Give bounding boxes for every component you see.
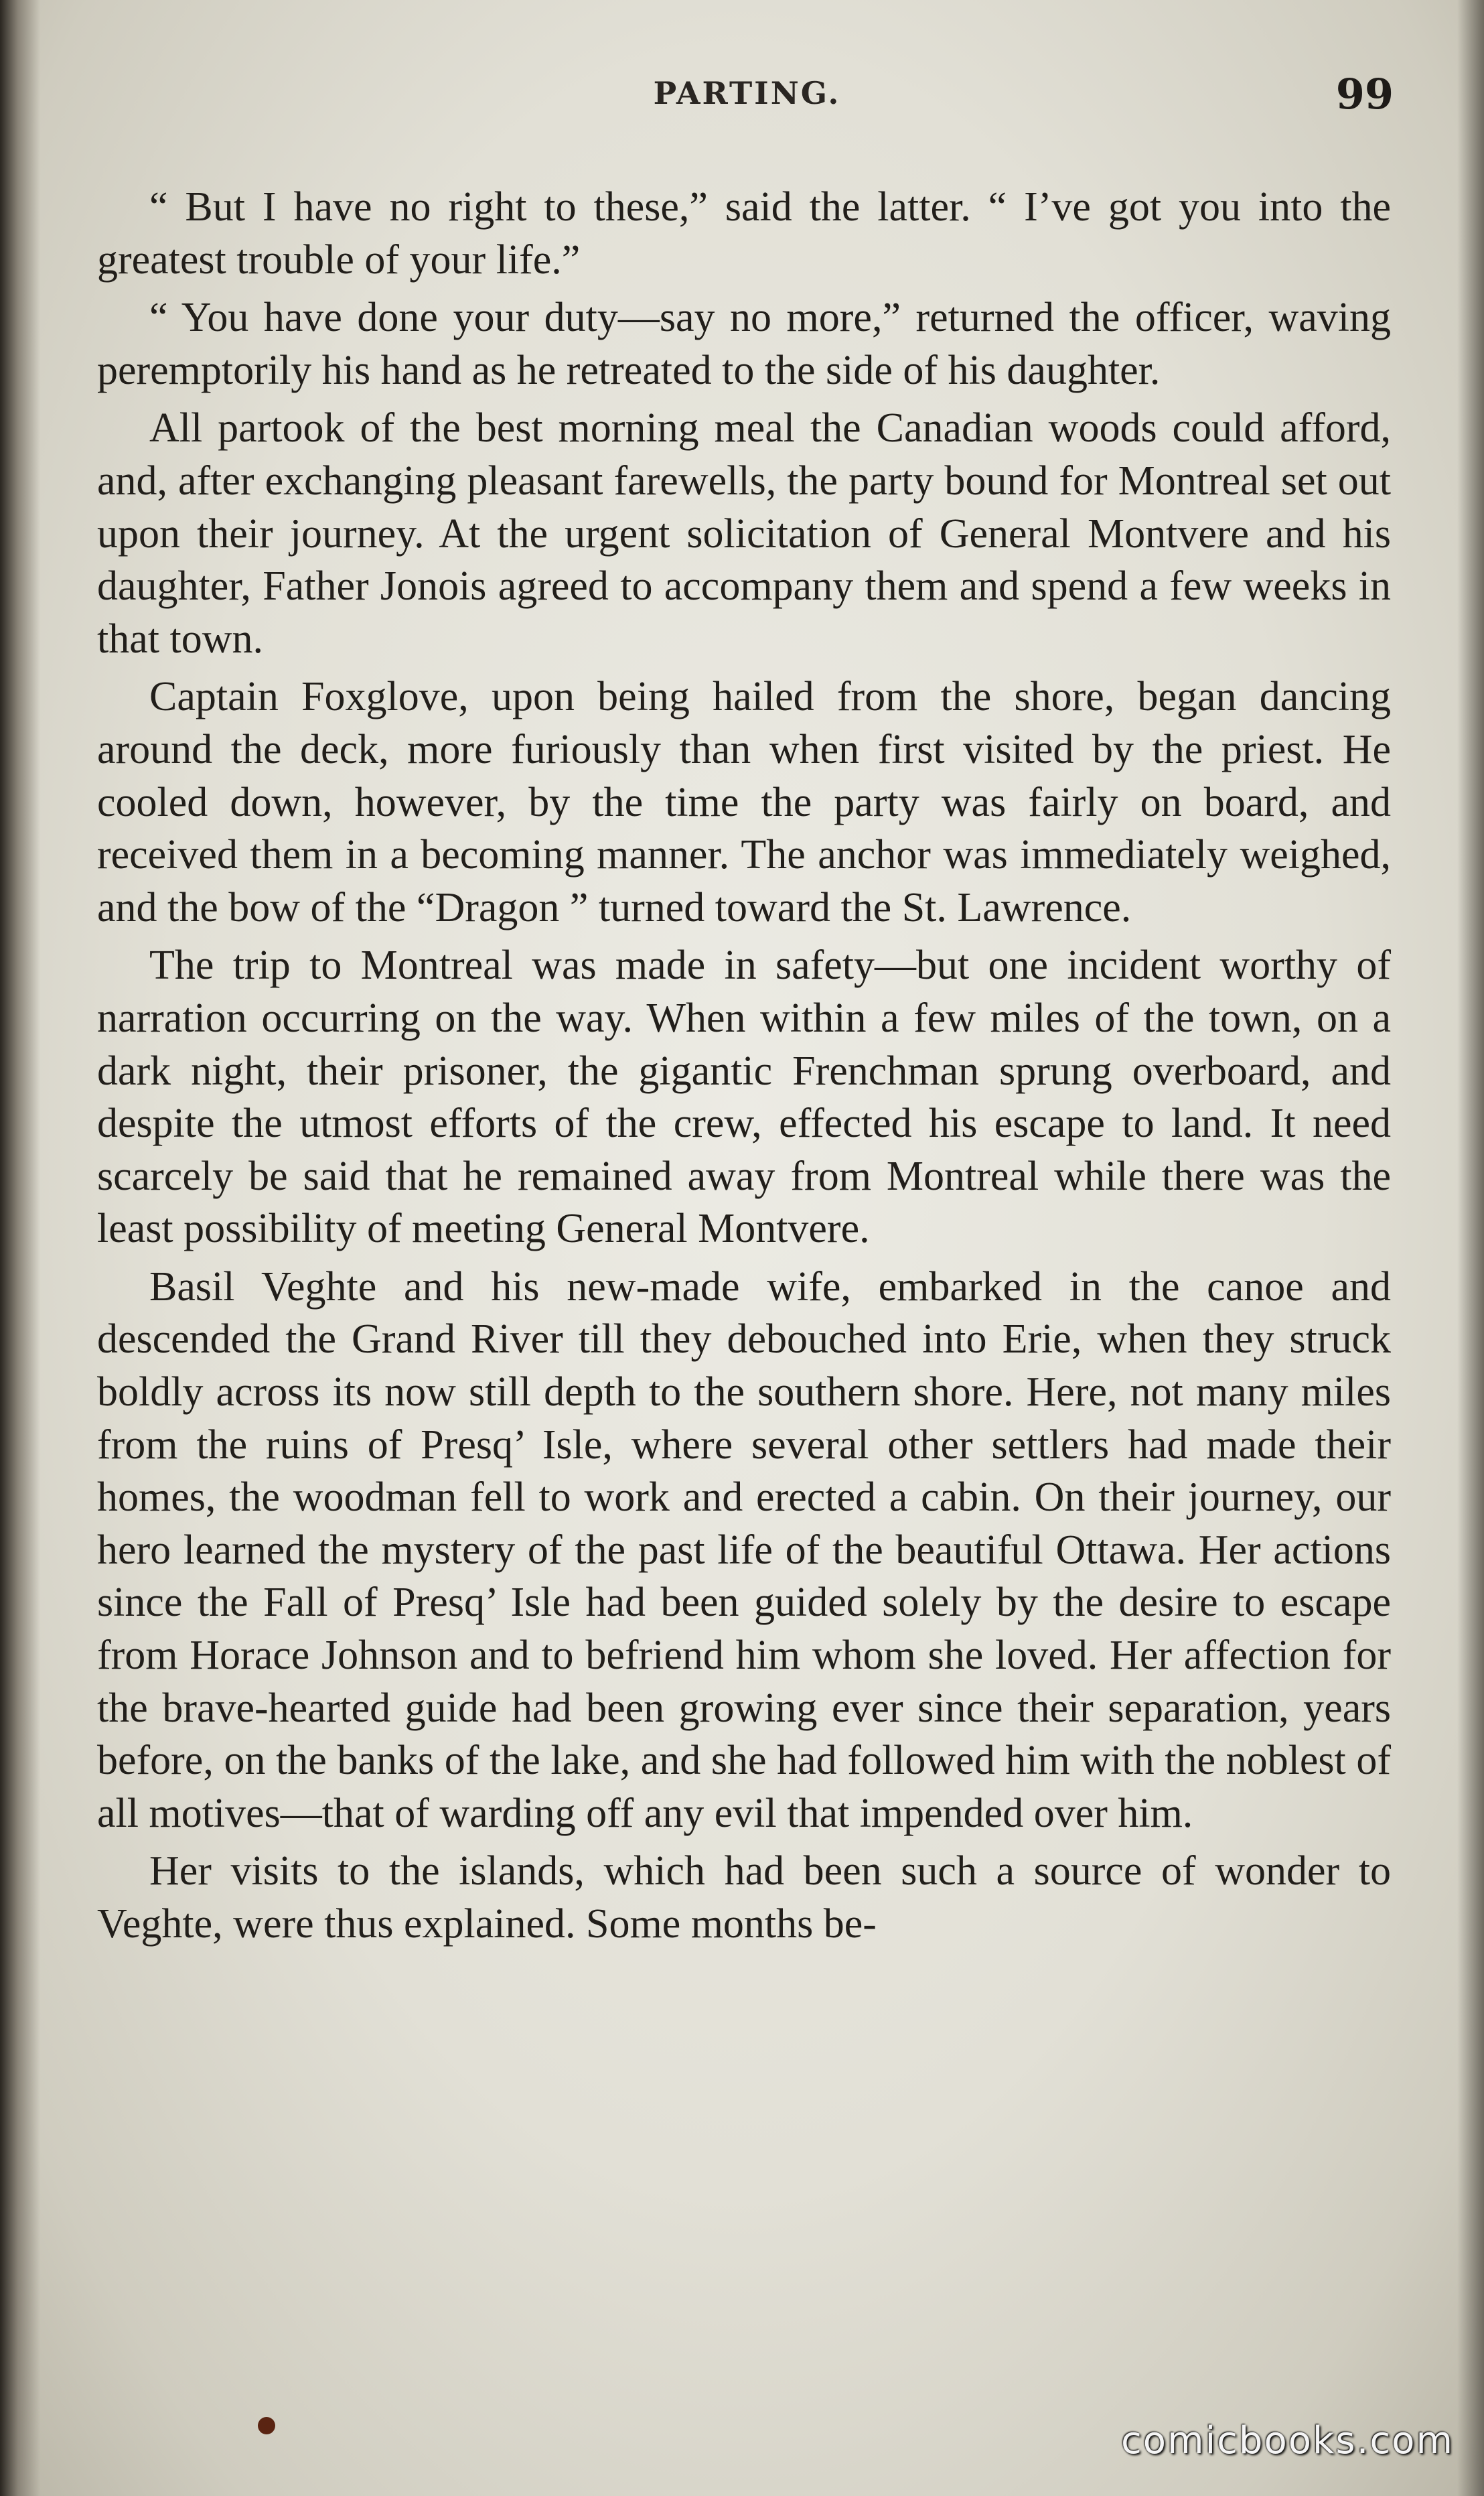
page-header [100,70,1394,135]
body-text [97,181,1391,1956]
paragraph: Captain Foxglove, upon being hailed from the shore, began dancing around the deck, more furiously than when first visited by the priest. He cooled down, however, by the time the party was fairly on board, and received them in a becoming manner. The anchor was immediately weighed, and the bow of the “Dragon ” turned toward the St. Lawrence. [97,674,1391,930]
paragraph: The trip to Montreal was made in safety—but one incident worthy of narration occurring on the way. When within a few miles of the town, on a dark night, their prisoner, the gigantic Frenchman sprung overboard, and despite the utmost efforts of the crew, effected his escape to land. It need scarcely be said that he remained away from Montreal while there was the least possibility of meeting General Montvere. [97,943,1391,1252]
spine-shadow [0,0,40,2496]
running-head: PARTING. [653,75,841,111]
page-number: 99 [1335,70,1394,119]
paragraph: Basil Veghte and his new-made wife, embarked in the canoe and descended the Grand River till they debouched into Erie, when they struck boldly across its now still depth to the southern shore. Here, not many miles from the ruins of Presq’ Isle, where several other settlers had made their homes, the woodman fell to work and erected a cabin. On their journey, our hero learned the mystery of the past life of the beautiful Ottawa. Her actions since the Fall of Presq’ Isle had been guided solely by the desire to escape from Horace Johnson and to befriend him whom she loved. Her affection for the brave-hearted guide had been growing ever since their separation, years before, on the banks of the lake, and she had followed him with the noblest of all motives—that of warding off any evil that impended over him. [97,1263,1391,1836]
page-edge-shadow [1457,0,1484,2496]
paragraph: Her visits to the islands, which had been such a source of wonder to Veghte, were thus explained. Some months be- [97,1848,1391,1947]
watermark: comicbooks.com [1120,2419,1454,2463]
paragraph: “ But I have no right to these,” said the latter. “ I’ve got you into the greatest trouble of your life.” [97,184,1391,283]
paragraph: All partook of the best morning meal the Canadian woods could afford, and, after exchanging pleasant farewells, the party bound for Montreal set out upon their journey. At the urgent solicitation of General Montvere and his daughter, Father Jonois agreed to accompany them and spend a few weeks in that town. [97,405,1391,662]
ink-stain [258,2417,275,2434]
paragraph: “ You have done your duty—say no more,” returned the officer, waving peremptorily his hand as he retreated to the side of his daughter. [97,295,1391,393]
